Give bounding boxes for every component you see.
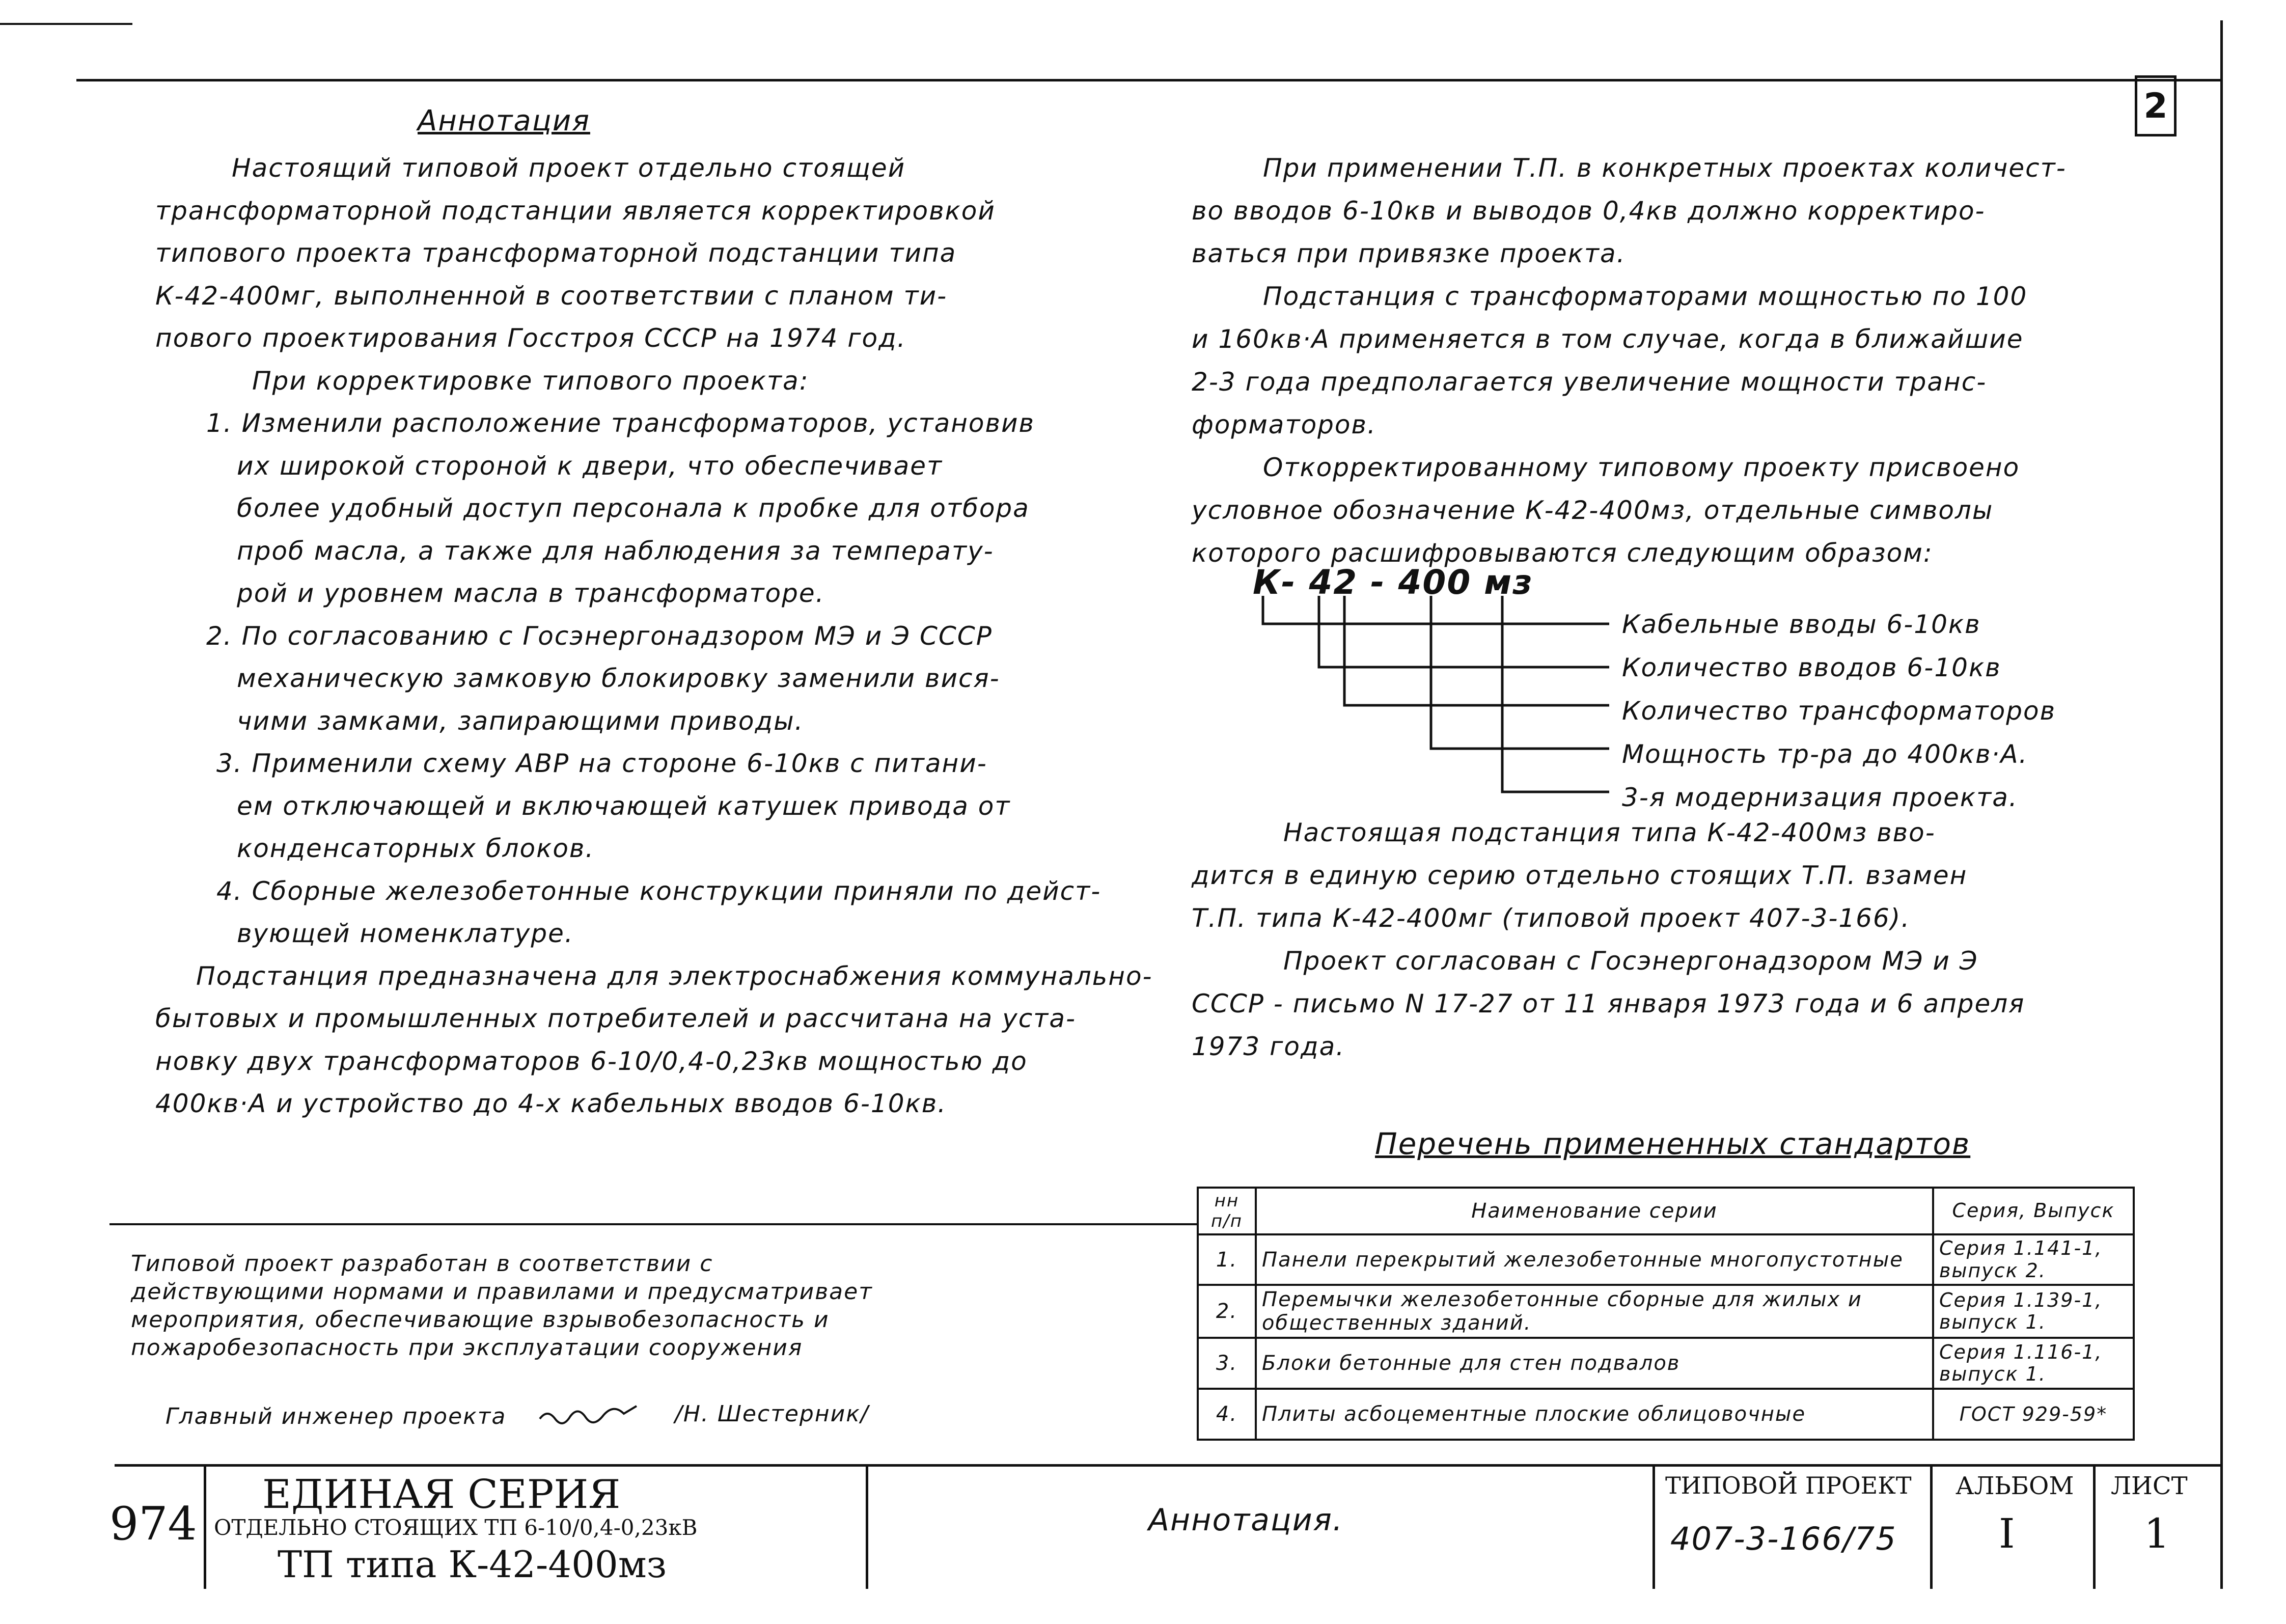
project-label: ТИПОВОЙ ПРОЕКТ — [1665, 1472, 1912, 1499]
row-series: ГОСТ 929-59* — [1933, 1389, 2134, 1440]
row-num: 2. — [1198, 1285, 1256, 1338]
album-value: I — [1999, 1510, 2015, 1557]
chief-engineer-label: Главный инженер проекта — [166, 1403, 507, 1429]
standards-table — [1197, 1187, 2135, 1441]
text-line: ем отключающей и включающей катушек привода от — [237, 791, 1011, 821]
text-line: вующей номенклатуре. — [237, 919, 574, 948]
row-name: Панели перекрытий железобетонные многопустотные — [1256, 1234, 1933, 1285]
row-num: 4. — [1198, 1389, 1256, 1440]
decode-label: 3-я модернизация проекта. — [1622, 783, 2018, 812]
text-line: СССР - письмо N 17-27 от 11 января 1973 года и 6 апреля — [1192, 989, 2025, 1019]
text-line: Настоящая подстанция типа К-42-400мз вво- — [1283, 818, 1936, 847]
table-row — [1198, 1389, 2134, 1440]
stamp-left-number: 974 — [109, 1497, 197, 1551]
decode-label: Количество трансформаторов — [1622, 696, 2056, 726]
top-rule-short — [0, 23, 132, 25]
text-line: Подстанция с трансформаторами мощностью по 100 — [1263, 282, 2028, 311]
album-cell — [1930, 1467, 2096, 1589]
text-line: Т.П. типа К-42-400мг (типовой проект 407-3-166). — [1192, 903, 1911, 933]
table-row — [1198, 1338, 2134, 1389]
text-line: которого расшифровываются следующим образом: — [1192, 538, 1933, 568]
text-line: типового проекта трансформаторной подстанции типа — [155, 238, 957, 268]
sheet-label: ЛИСТ — [2111, 1472, 2188, 1500]
text-line: пового проектирования Госстроя СССР на 1974 год. — [155, 323, 906, 353]
text-line: условное обозначение К-42-400мз, отдельные символы — [1192, 496, 1994, 525]
row-name: Перемычки железобетонные сборные для жилых и общественных зданий. — [1256, 1285, 1933, 1338]
row-series: Серия 1.116-1, выпуск 1. — [1933, 1338, 2134, 1389]
series-cell — [204, 1467, 868, 1589]
header-series: Серия, Выпуск — [1933, 1188, 2134, 1234]
decode-label: Количество вводов 6-10кв — [1622, 653, 2001, 682]
text-line: Настоящий типовой проект отдельно стоящей — [232, 153, 906, 183]
signature — [537, 1396, 639, 1432]
text-line: ваться при привязке проекта. — [1192, 239, 1626, 268]
text-line: 1. Изменили расположение трансформаторов, установив — [206, 408, 1035, 438]
text-line: 2. По согласованию с Госэнергонадзором МЭ и Э СССР — [206, 621, 993, 651]
note-line: пожаробезопасность при эксплуатации сооружения — [131, 1335, 803, 1361]
header-name: Наименование серии — [1256, 1188, 1933, 1234]
text-line: 3. Применили схему АВР на стороне 6-10кв с питани- — [216, 749, 987, 778]
table-row — [1198, 1234, 2134, 1285]
text-line: механическую замковую блокировку заменили вися- — [237, 664, 1000, 693]
text-line: трансформаторной подстанции является корректировкой — [155, 196, 996, 226]
text-line: 400кв·А и устройство до 4-х кабельных вводов 6-10кв. — [155, 1089, 947, 1118]
text-line: 2-3 года предполагается увеличение мощности транс- — [1192, 367, 1987, 397]
sheet-cell — [2093, 1467, 2223, 1589]
top-rule — [76, 79, 2220, 81]
series-title: ЕДИНАЯ СЕРИЯ — [262, 1472, 621, 1518]
row-num: 1. — [1198, 1234, 1256, 1285]
code-decode-diagram — [1258, 596, 1614, 810]
sheet-number: 2 — [2135, 75, 2177, 136]
text-line: Проект согласован с Госэнергонадзором МЭ и Э — [1283, 946, 1978, 976]
table-header-row — [1198, 1188, 2134, 1234]
notes-box — [109, 1223, 1197, 1467]
standards-title: Перечень примененных стандартов — [1375, 1126, 1971, 1161]
title-block — [109, 1464, 2223, 1589]
row-series: Серия 1.139-1, выпуск 1. — [1933, 1285, 2134, 1338]
text-line: чими замками, запирающими приводы. — [237, 706, 804, 736]
table-row — [1198, 1285, 2134, 1338]
note-line: мероприятия, обеспечивающие взрывобезопасность и — [131, 1307, 830, 1333]
text-line: рой и уровнем масла в трансформаторе. — [237, 579, 825, 608]
album-label: АЛЬБОМ — [1956, 1472, 2074, 1500]
text-line: При корректировке типового проекта: — [252, 366, 809, 396]
annotation-title: Аннотация — [418, 104, 590, 137]
project-cell — [1652, 1467, 1933, 1589]
text-line: проб масла, а также для наблюдения за температу- — [237, 536, 994, 566]
note-line: действующими нормами и правилами и предусматривает — [131, 1279, 873, 1305]
decode-label: Кабельные вводы 6-10кв — [1622, 610, 1981, 639]
text-line: конденсаторных блоков. — [237, 834, 595, 863]
text-line: дится в единую серию отдельно стоящих Т.П. взамен — [1192, 861, 1968, 890]
text-line: К-42-400мг, выполненной в соответствии с планом ти- — [155, 281, 948, 311]
text-line: 1973 года. — [1192, 1032, 1345, 1061]
text-line: При применении Т.П. в конкретных проектах количест- — [1263, 153, 2067, 183]
row-name: Блоки бетонные для стен подвалов — [1256, 1338, 1933, 1389]
right-border — [2220, 20, 2223, 1589]
text-line: Откорректированному типовому проекту присвоено — [1263, 453, 2020, 482]
doc-title: Аннотация. — [1148, 1502, 1343, 1538]
project-code: К- 42 - 400 мз — [1253, 563, 1533, 602]
text-line: 4. Сборные железобетонные конструкции приняли по дейст- — [216, 876, 1101, 906]
chief-engineer-name: /Н. Шестерник/ — [675, 1401, 869, 1427]
text-line: новку двух трансформаторов 6-10/0,4-0,23кв мощностью до — [155, 1046, 1028, 1076]
text-line: и 160кв·А применяется в том случае, когда в ближайшие — [1192, 324, 2024, 354]
text-line: Подстанция предназначена для электроснабжения коммунально- — [196, 961, 1153, 991]
row-name: Плиты асбоцементные плоские облицовочные — [1256, 1389, 1933, 1440]
text-line: их широкой стороной к двери, что обеспечивает — [237, 451, 943, 481]
row-series: Серия 1.141-1, выпуск 2. — [1933, 1234, 2134, 1285]
text-line: во вводов 6-10кв и выводов 0,4кв должно корректиро- — [1192, 196, 1986, 226]
project-number: 407-3-166/75 — [1670, 1520, 1897, 1557]
text-line: форматоров. — [1192, 410, 1376, 439]
header-num: нн п/п — [1198, 1188, 1256, 1234]
text-line: более удобный доступ персонала к пробке для отбора — [237, 493, 1030, 523]
text-line: бытовых и промышленных потребителей и рассчитана на уста- — [155, 1004, 1076, 1033]
sheet-value: 1 — [2144, 1510, 2170, 1557]
series-type: ТП типа К-42-400мз — [278, 1543, 667, 1586]
doc-title-cell — [866, 1467, 1757, 1589]
note-line: Типовой проект разработан в соответствии с — [131, 1251, 713, 1277]
row-num: 3. — [1198, 1338, 1256, 1389]
series-subtitle: ОТДЕЛЬНО СТОЯЩИХ ТП 6-10/0,4-0,23кВ — [214, 1515, 698, 1540]
decode-label: Мощность тр-ра до 400кв·А. — [1622, 739, 2028, 769]
